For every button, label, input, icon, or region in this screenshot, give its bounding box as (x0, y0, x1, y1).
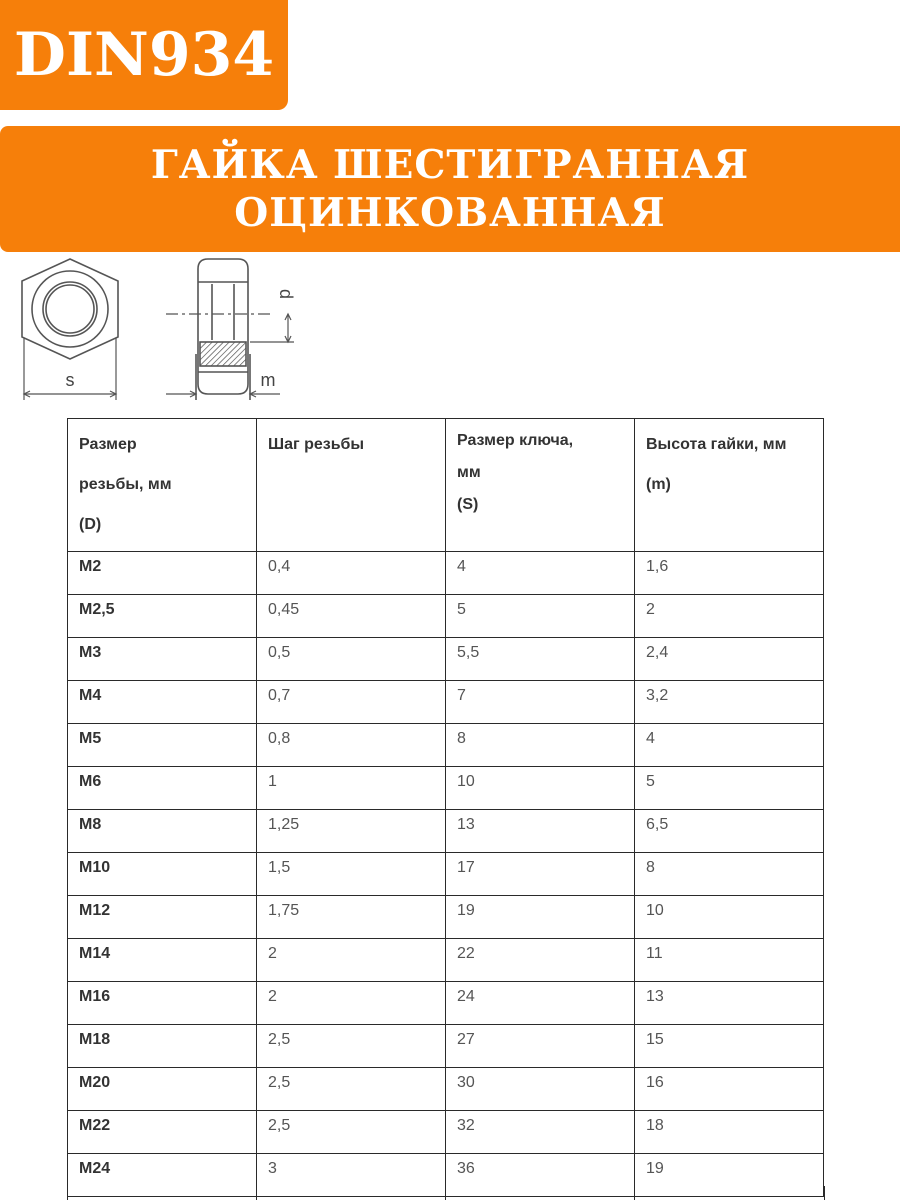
cell-wrench-size: 36 (446, 1154, 635, 1197)
product-code: DIN934 (13, 20, 275, 90)
cell-wrench-size: 22 (446, 939, 635, 982)
cell-nut-height: 18 (635, 1111, 824, 1154)
cell-thread-pitch: 0,4 (257, 552, 446, 595)
cell-thread-pitch: 3 (257, 1154, 446, 1197)
table-row (68, 810, 824, 853)
label-m: m (260, 370, 276, 390)
cell-nut-height: 13 (635, 982, 824, 1025)
title-line-2: ОЦИНКОВАННАЯ (234, 190, 666, 236)
cell-nut-height: 1,6 (635, 552, 824, 595)
cell-nut-height: 3,2 (635, 681, 824, 724)
cell-thread-size: M5 (68, 724, 257, 767)
cell-thread-pitch: 2,5 (257, 1025, 446, 1068)
title-line-1: ГАЙКА ШЕСТИГРАННАЯ (150, 142, 750, 188)
table-row (68, 638, 824, 681)
cell-thread-pitch: 2 (257, 982, 446, 1025)
cell-thread-size: M14 (68, 939, 257, 982)
header-wrench-size: Размер ключа, мм (S) (446, 419, 635, 552)
cell-nut-height: 15 (635, 1025, 824, 1068)
nut-top-view (22, 259, 118, 359)
cell-nut-height: 8 (635, 853, 824, 896)
table-row (68, 681, 824, 724)
cell-nut-height: 6,5 (635, 810, 824, 853)
cell-nut-height: 11 (635, 939, 824, 982)
nut-side-view (196, 259, 250, 400)
header-thread-size: Размер резьбы, мм (D) (68, 419, 257, 552)
cell-wrench-size: 30 (446, 1068, 635, 1111)
label-s: s (65, 370, 75, 390)
cell-thread-pitch: 0,8 (257, 724, 446, 767)
cell-wrench-size: 19 (446, 896, 635, 939)
cell-thread-size: M12 (68, 896, 257, 939)
cell-thread-pitch: 0,45 (257, 595, 446, 638)
cell-wrench-size: 5,5 (446, 638, 635, 681)
table-row (68, 939, 824, 982)
title-banner (0, 126, 900, 252)
table-continuation (67, 1186, 825, 1200)
cell-nut-height: 10 (635, 896, 824, 939)
label-d: d (276, 288, 296, 300)
cell-thread-size: M2,5 (68, 595, 257, 638)
cell-thread-pitch: 1,75 (257, 896, 446, 939)
cell-thread-pitch: 1,5 (257, 853, 446, 896)
table-row (68, 724, 824, 767)
cell-thread-pitch: 1,25 (257, 810, 446, 853)
header-nut-height: Высота гайки, мм (m) (635, 419, 824, 552)
cell-wrench-size: 17 (446, 853, 635, 896)
cell-thread-pitch: 1 (257, 767, 446, 810)
cell-thread-size: M4 (68, 681, 257, 724)
cell-wrench-size: 8 (446, 724, 635, 767)
cell-thread-size: M16 (68, 982, 257, 1025)
cell-thread-size: M22 (68, 1111, 257, 1154)
header-thread-pitch: Шаг резьбы (257, 419, 446, 552)
cell-wrench-size: 13 (446, 810, 635, 853)
table-row (68, 767, 824, 810)
cell-thread-size: M18 (68, 1025, 257, 1068)
table-row (68, 982, 824, 1025)
cell-nut-height: 19 (635, 1154, 824, 1197)
cell-thread-pitch: 2 (257, 939, 446, 982)
cell-thread-size: M8 (68, 810, 257, 853)
table-row (68, 552, 824, 595)
table-header-row (68, 419, 824, 552)
table-row (68, 595, 824, 638)
dimension-d (166, 314, 294, 342)
cell-wrench-size: 5 (446, 595, 635, 638)
cell-wrench-size: 10 (446, 767, 635, 810)
cell-nut-height: 2,4 (635, 638, 824, 681)
cell-thread-size: M6 (68, 767, 257, 810)
size-table (67, 418, 824, 1197)
cell-wrench-size: 7 (446, 681, 635, 724)
cell-wrench-size: 27 (446, 1025, 635, 1068)
cell-wrench-size: 24 (446, 982, 635, 1025)
table-row (68, 853, 824, 896)
table-row (68, 896, 824, 939)
cell-thread-size: M20 (68, 1068, 257, 1111)
cell-thread-pitch: 0,7 (257, 681, 446, 724)
cell-thread-size: M24 (68, 1154, 257, 1197)
cell-thread-pitch: 2,5 (257, 1068, 446, 1111)
nut-drawing (0, 254, 320, 404)
cell-wrench-size: 32 (446, 1111, 635, 1154)
cell-nut-height: 16 (635, 1068, 824, 1111)
table-row (68, 1068, 824, 1111)
cell-thread-pitch: 0,5 (257, 638, 446, 681)
cell-thread-pitch: 2,5 (257, 1111, 446, 1154)
table-row (68, 1111, 824, 1154)
cell-thread-size: M3 (68, 638, 257, 681)
cell-nut-height: 2 (635, 595, 824, 638)
product-code-badge (0, 0, 288, 110)
table-row (68, 1025, 824, 1068)
cell-thread-size: M10 (68, 853, 257, 896)
cell-nut-height: 5 (635, 767, 824, 810)
cell-nut-height: 4 (635, 724, 824, 767)
cell-thread-size: M2 (68, 552, 257, 595)
cell-wrench-size: 4 (446, 552, 635, 595)
